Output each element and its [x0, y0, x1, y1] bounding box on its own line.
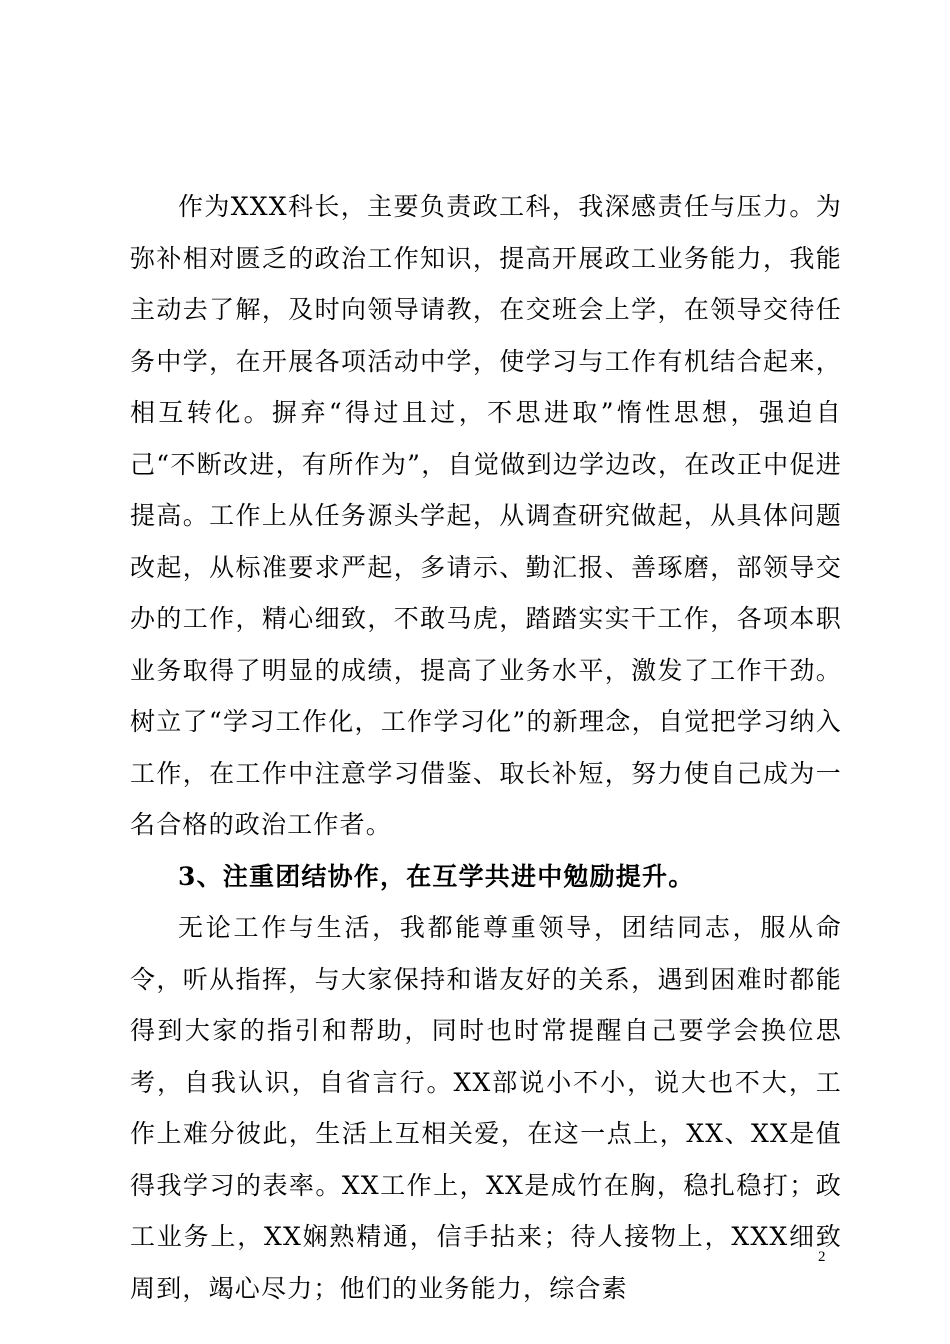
document-body	[130, 181, 842, 1314]
body-paragraph-1: 作为XXX科长，主要负责政工科，我深感责任与压力。为弥补相对匮乏的政治工作知识，提高开展政工业务能力，我能主动去了解，及时向领导请教，在交班会上学，在领导交待任务中学，在开展各项活动中学，使学习与工作有机结合起来，相互转化。摒弃“得过且过，不思进取”惰性思想，强迫自己“不断改进，有所作为”，自觉做到边学边改，在改正中促进提高。工作上从任务源头学起，从调查研究做起，从具体问题改起，从标准要求严起，多请示、勤汇报、善琢磨，部领导交办的工作，精心细致，不敢马虎，踏踏实实干工作，各项本职业务取得了明显的成绩，提高了业务水平，激发了工作干劲。树立了“学习工作化，工作学习化”的新理念，自觉把学习纳入工作，在工作中注意学习借鉴、取长补短，努力使自己成为一名合格的政治工作者。	[130, 192, 842, 839]
page-number: 2	[818, 1249, 826, 1265]
section-heading-3: 3、注重团结协作，在互学共进中勉励提升。	[178, 861, 695, 891]
body-paragraph-2: 无论工作与生活，我都能尊重领导，团结同志，服从命令，听从指挥，与大家保持和谐友好的关系，遇到困难时都能得到大家的指引和帮助，同时也时常提醒自己要学会换位思考，自我认识，自省言行。XX部说小不小，说大也不大，工作上难分彼此，生活上互相关爱，在这一点上，XX、XX是值得我学习的表率。XX工作上，XX是成竹在胸，稳扎稳打；政工业务上，XX娴熟精通，信手拈来；待人接物上，XXX细致周到，竭心尽力；他们的业务能力，综合素	[130, 913, 842, 1303]
